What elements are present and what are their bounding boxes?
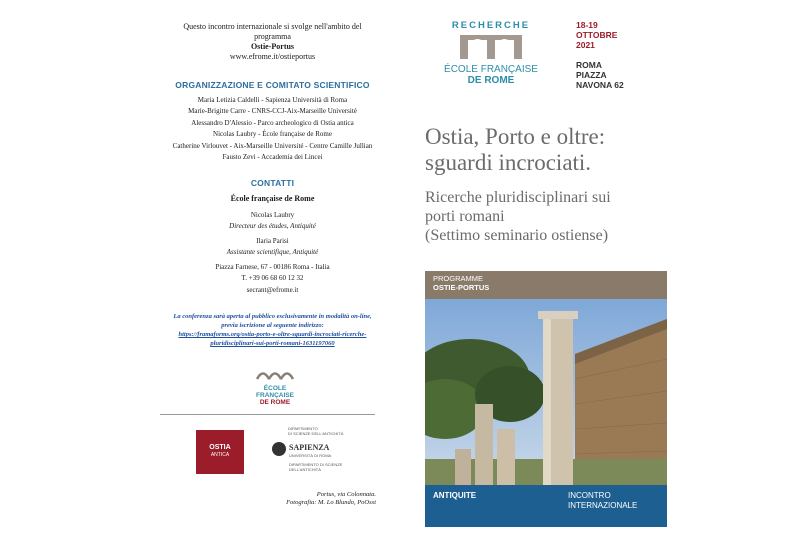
committee-member: Nicolas Laubry - École française de Rome [213,130,332,139]
date-line: 18-19 [576,20,598,30]
contact-role: Assistante scientifique, Antiquité [226,248,319,257]
committee-member: Fausto Zevi - Accademia dei Lincei [222,153,323,162]
efr-logo-text: DE ROME [259,399,291,406]
online-note [150,312,395,348]
contacts-heading: CONTATTI [250,178,295,188]
intro-line: Questo incontro internazionale si svolge nell'ambito del [183,22,362,31]
program-band [425,271,667,299]
bottom-band [425,485,667,527]
subtitle-line: Ricerche pluridisciplinari sui [425,189,611,206]
band-incontro [568,491,637,511]
sapienza-sub: UNIVERSITÀ DI ROMA [289,453,332,458]
committee-list [150,95,395,163]
committee-member: Alessandro D'Alessio - Parco archeologico di Ostia antica [191,118,354,127]
dept-text: DIPARTIMENTO [288,426,318,431]
committee-member: Marie-Brigitte Carre - CNRS-CCJ-Aix-Marseille Université [188,107,357,116]
place-line: NAVONA 62 [576,80,624,90]
online-note-line: previa iscrizione al seguente indirizzo: [221,322,324,329]
address-block [150,262,395,296]
efr-logo-text: ÉCOLE FRANÇAISE [256,385,294,399]
contact-org: École française de Rome [230,194,315,203]
event-date [576,20,617,50]
contact-name: Nicolas Laubry [250,211,295,219]
logo-text: DE ROME [467,75,515,86]
place-line: ROMA [576,60,602,70]
arches-icon [436,31,546,59]
committee-member: Maria Letizia Caldelli - Sapienza Università di Roma [197,96,348,104]
date-line: OTTOBRE [576,30,618,40]
intro-text [150,22,395,62]
date-line: 2021 [576,40,595,50]
address: Piazza Farnese, 67 - 00186 Roma - Italia [215,263,330,271]
subtitle-line: (Settimo seminario ostiense) [425,227,609,244]
registration-link[interactable]: pluridisciplinari-sui-porti-romani-1631197060 [210,340,335,347]
ostia-antica-logo [196,430,244,474]
program-name: Ostie-Portus [250,42,295,51]
subtitle-line: porti romani [425,208,505,225]
ostia-logo-text: OSTIA [209,444,231,451]
band-line: PROGRAMME [433,274,484,283]
columns-photo-illustration [425,299,667,485]
dept-text: DI SCIENZE DELL'ANTICHITÀ [288,431,344,436]
ostia-logo-text: ANTICA [210,452,230,458]
logo-recherche: RECHERCHE [451,20,531,31]
committee-member: Catherine Virlouvet - Aix-Marseille Université - Centre Camille Jullian [172,141,373,150]
band-antiquite: ANTIQUITE [433,491,477,500]
dept2-text: DIPARTIMENTO DI SCIENZE [289,462,343,467]
dept2-logo [289,462,342,472]
place-line: PIAZZA [576,70,607,80]
band-text [433,274,489,292]
band-line: INTERNAZIONALE [568,501,638,510]
logo-text: ÉCOLE FRANÇAISE [444,64,538,75]
credit-line: Portus, via Colonnata. [316,491,376,498]
dept-logo [288,426,343,436]
subtitle [425,188,611,245]
band-line: OSTIE-PORTUS [433,283,490,292]
program-url[interactable]: www.efrome.it/ostieportus [229,52,316,61]
title-line: Ostia, Porto e oltre: [425,124,606,149]
contact-role: Directeur des études, Antiquité [229,222,316,231]
contact-name: Ilaria Parisi [256,237,289,245]
cover-photo [425,299,667,485]
event-place [576,60,624,90]
email-link[interactable]: secrant@efrome.it [246,285,299,294]
online-note-line: La conferenza sarà aperta al pubblico esclusivamente in modalità on-line, [173,313,372,320]
sapienza-seal-icon [272,442,286,456]
contact-1 [150,210,395,233]
contact-2 [150,236,395,259]
org-heading: ORGANIZZAZIONE E COMITATO SCIENTIFICO [175,80,370,90]
band-line: INCONTRO [568,491,611,500]
main-title [425,124,605,176]
registration-link[interactable]: https://framaforms.org/ostia-porto-e-oltre-sguardi-incrociati-ricerche- [178,331,367,338]
dept2-text: DELL'ANTICHITÀ [289,467,321,472]
title-line: sguardi incrociati. [425,150,592,175]
arches-icon [245,366,305,380]
efr-logo-main [436,20,546,86]
sapienza-name: SAPIENZA [289,443,330,452]
phone: T. +39 06 68 60 12 32 [241,274,304,283]
intro-line: programma [254,32,291,41]
credit-line: Fotografia: M. Lo Blundo, PoOsst [286,499,376,506]
divider [160,414,375,415]
photo-credit [260,491,376,507]
efr-logo-small [245,366,305,406]
